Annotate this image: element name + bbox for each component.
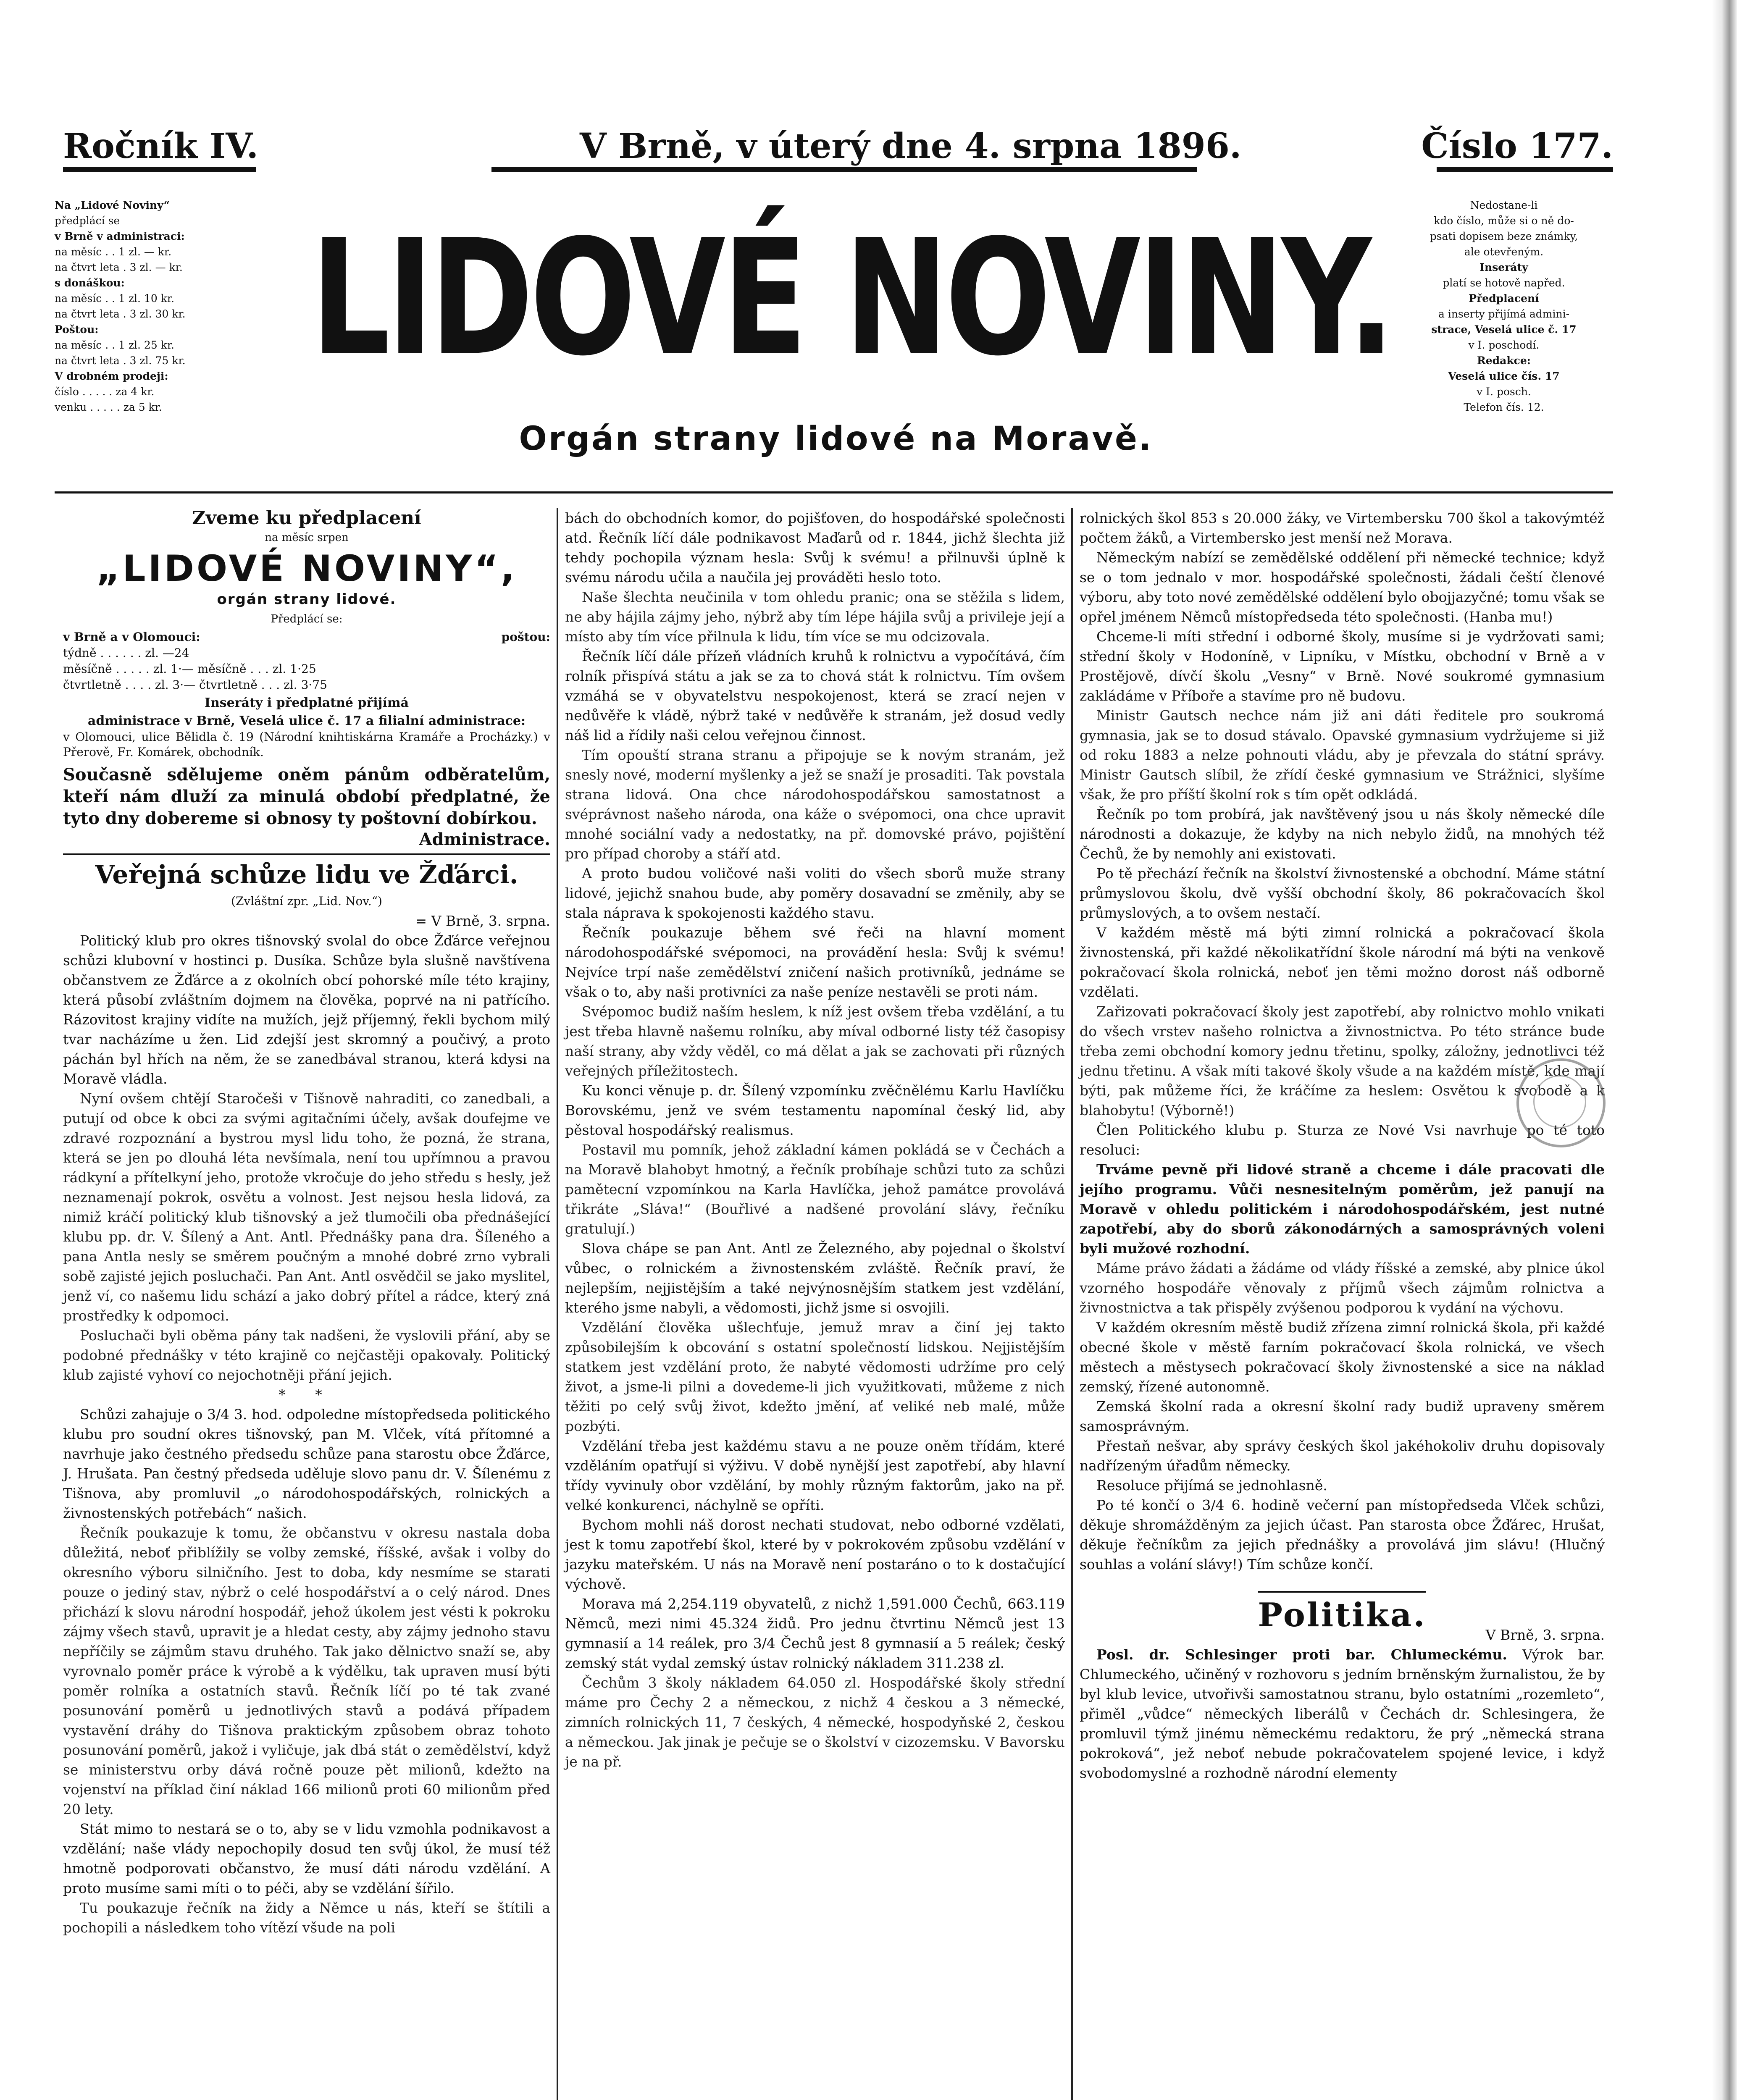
notice-line: Veselá ulice čís. 17 [1448,370,1560,382]
article-paragraph: Čechům 3 školy nákladem 64.050 zl. Hospodářské školy střední máme pro Čechy 2 a německou, z nichž 4 českou a 3 německé, zimních rolnických 11, 7 českých, 4 německé, hospodyňské 2, českou a německou. Jak jinak je pečuje se o školství v cizozemsku. V Bavorsku je na př. [565,1675,1065,1770]
article-paragraph: Ministr Gautsch nechce nám již ani dáti ředitele pro soukromá gymnasia, jak se to dosud stávalo. Opavské gymnasium vydržujeme si již od roku 1883 a nelze pohnouti vládu, aby je převzala do státní správy. Ministr Gautsch slíbil, že zřídí české gymnasium ve Strážnici, slyšíme však, že pro příští školní rok s tím opět odkládá. [1080,707,1605,803]
price-line: Na „Lidové Noviny“ [55,199,170,211]
publisher-notice [1395,197,1613,415]
article-paragraph: Bychom mohli náš dorost nechati studovat, nebo odborné vzdělati, jest k tomu zapotřebí škol, které by v pokrokovém způsobu vzdělání v jazyku mateřském. U nás na Moravě není postaráno o to k dostačující výchově. [565,1517,1065,1592]
article-paragraph: rolnických škol 853 s 20.000 žáky, ve Virtembersku 700 škol a takovýmtéž počtem žáků, a Virtembersko jest menší než Morava. [1080,510,1605,546]
column-1: Zveme ku předplacení na měsíc srpen „LIDOVÉ NOVINY“, orgán strany lidové. Předplácí se: v Brně a v Olomouci: poštou: týdně . . . . . . zl. —24 měsíčně . . . . . zl. 1·— měsíčně . . . zl. 1·25 čtvrtletně . . . . zl. 3·— čtvrtletně . . . zl. 3·75 Inseráty i předplatné přijímá administrace v Brně, Veselá ulice č. 17 a filialní administrace: v Olomouci, ulice Bělidla č. 19 (Národní knihtiskárna Kramáře a Procházky.) v Přerově, Fr. Komárek, obchodník. Současně sdělujeme oněm pánům odběratelům, kteří nám dluží za minulá období předplatné, že tyto dny dobereme si obnosy ty poštovní dobírkou. Administrace. Veřejná schůze lidu ve Žďárci. (Zvláštní zpr. „Lid. Nov.“) = V Brně, 3. srpna. Politický klub pro okres tišnovský svolal do obce Žďárce veřejnou schůzi klubovní v hostinci p. Dusíka. Schůze byla slušně navštívena občanstvem ze Žďárce a z okolních obcí pohorské míle této krajiny, která působí zvláštním dojmem na člověka, poprvé na ni patřícího. Rázovitost krajiny vidíte na mužích, jejž příjemný, řekli bychom milý tvar nacházíme u žen. Lid zdejší jest skromný a poučivý, a proto páchán byl hřích na něm, že se zanedbával stranou, která kdysi na Moravě vládla. Nyní ovšem chtějí Staročeši v Tišnově nahraditi, co zanedbali, a putují od obce k obci za svými agitačními účely, avšak doufejme ve zdravé rozpoznání a bystrou mysl lidu toho, že pozná, že strana, která se jen po dlouhá léta nevšímala, není tou upřímnou a pravou rádkyní a přítelkyní jeho, protože vkročuje do jeho středu s hesly, jež neznamenají pokrok, osvětu a volnost. Jest nejsou hesla lidová, za nimiž kráčí politický klub tišnovský a jež tlumočili oba přednášející klubu pp. dr. V. Šílený a Ant. Antl. Přednášky pana dra. Šíleného a pana Antla nesly se směrem poučným a mnohé dobré zrno vybrali sobě zajisté jejich posluchači. Pan Ant. Antl osvědčil se jako myslitel, jenž ví, co našemu lidu schází a jako dobrý přítel a rádce, který zná prostředky k odpomoci. Posluchači byli oběma pány tak nadšeni, že vyslovili přání, aby se podobné přednášky v této krajině co nejčastěji opakovaly. Politický klub zajisté vyhoví co nejochotněji přání jejich. * * Schůzi zahajuje o 3/4 3. hod. odpoledne místopředseda politického klubu pro soudní okres tišnovský, pan M. Vlček, vítá přítomné a navrhuje jako čestného předsedu schůze pana starostu obce Žďárce, J. Hrušata. Pan čestný předseda uděluje slovo panu dr. V. Šílenému z Tišnova, aby promluvil „o národohospodářských, rolnických a živnostenských potřebách“ našich. Řečník poukazuje k tomu, že občanstvu v okresu nastala doba důležitá, neboť přiblížily se volby zemské, říšské, avšak i volby do okresního výboru silničního. Jest to doba, kdy nesmíme se starati pouze o jediný stav, nýbrž o celé hospodářství a o celý národ. Dnes přichází k slovu národní hospodář, jehož úkolem jest vésti k pokroku zájmy všech stavů, upravit je a hledat cesty, aby zájmy jednoho stavu nepříčily se zájmům stavu druhého. Tak jako dělnictvo snaží se, aby vyrovnalo poměr práce k výrobě a k výdělku, tak upraven musí býti poměr rolníka a ostatních stavů. Řečník líčí po té tak zvané posunování poměrů u jednotlivých stavů a podává případem vystavění dráhy do Tišnova praktickým způsobem obraz tohoto posunování poměrů, jakož i vyličuje, jak dbá stát o zemědělství, když se ministerstvu orby dává ročně pouze pět milionů, kdežto na vojenství na příklad činí náklad 166 milionů proti 60 milionům před 20 lety. Stát mimo to nestará se o to, aby se v lidu vzmohla podnikavost a vzdělání; naše vlády nepochopily dosud ten svůj úkol, že musí též hmotně podporovati občanstvo, že musí dáti národu vzdělání. A proto musíme sami míti o to péči, aby se vzdělání šířilo. Tu poukazuje řečník na židy a Němce u nás, kteří se štítili a pochopili a následkem toho vítězí všude na poli [63,508,550,1937]
article-paragraph: Postavil mu pomník, jehož základní kámen pokládá se v Čechách a na Moravě blahobyt hmotný, a řečník probíhaje schůzi tuto za schůzi pamětecní vzpomínkou na Karla Havlíčka, jehož památce provolává třikráte „Sláva!“ (Bouřlivé a nadšené provolání slávy, řečníku gratulují.) [565,1142,1065,1237]
article-paragraph: Po tě přechází řečník na školství živnostenské a obchodní. Máme státní průmyslovou školu, dvě vyšší obchodní školy, 86 pokračovacích škol průmyslových, a to ovšem nestačí. [1080,865,1605,921]
notice-line: Redakce: [1477,354,1531,367]
article-paragraph: Politický klub pro okres tišnovský svolal do obce Žďárce veřejnou schůzi klubovní v hostinci p. Dusíka. Schůze byla slušně navštívena občanstvem ze Žďárce a z okolních obcí pohorské míle této krajiny, která působí zvláštním dojmem na člověka, poprvé na ni patřícího. Rázovitost krajiny vidíte na mužích, jejž příjemný, řekli bychom milý tvar nacházíme u žen. Lid zdejší jest skromný a poučivý, a proto páchán byl hřích na něm, že se zanedbával stranou, která kdysi na Moravě vládla. [63,932,550,1087]
article-paragraph: Vzdělání člověka ušlechťuje, jemuž mrav a činí jej takto způsobilejším k obcování s ostatní společností lidskou. Nejjistějším statkem jest vzdělání proto, že nabyté vědomosti udržíme pro celý život, a jsme-li pilni a dovedeme-li jich využitkovati, můžeme z nich těžiti po celý svůj život, kdežto jmění, ať veliké neb malé, může pozbýti. [565,1319,1065,1434]
notice-line: platí se hotově napřed. [1443,277,1565,289]
admin-line: administrace v Brně, Veselá ulice č. 17 a filialní administrace: [87,714,526,728]
subscribe-title: Zveme ku předplacení [192,507,421,529]
header-rule [63,167,256,172]
article-paragraph: Řečník po tom probírá, jak navštěvený jsou u nás školy německé díle národnosti a dokazuje, že kdyby na nich nebylo židů, na mnohých též Čechů, že by nemohly ani existovati. [1080,806,1605,862]
rate-row: čtvrtletně . . . . zl. 3·— čtvrtletně . . . zl. 3·75 [63,678,327,692]
price-line: na čtvrt leta . 3 zl. 75 kr. [55,354,186,367]
article-paragraph: Po té končí o 3/4 6. hodině večerní pan místopředseda Vlček schůzi, děkuje shromážděným za jejich účast. Pan starosta obce Žďárec, Hrušat, děkuje řečníkům za jejich přednášky a provolává jim slávu! (Hlučný souhlas a volání slávy!) Tím schůze končí. [1080,1497,1605,1572]
article-paragraph: Naše šlechta neučinila v tom ohledu pranic; ona se stěžila s lidem, ne aby hájila zájmy jeho, nýbrž aby tím lépe hájila svůj a privileje její a místo aby tím více přilnula k lidu, tím více se mu odcizovala. [565,589,1065,645]
article-paragraph: Řečník poukazuje během své řeči na hlavní moment národohospodářské svépomoci, na provádění hesla: Svůj k svému! Nejvíce trpí naše zemědělství zničení našich protivníků, jednáme se však o to, aby naši protivníci za naše peníze nestavěli se proti nám. [565,924,1065,1000]
article-dateline: = V Brně, 3. srpna. [415,913,550,929]
debt-notice: Současně sdělujeme oněm pánům odběratelům, kteří nám dluží za minulá období předplatné, že tyto dny dobereme si obnosy ty poštovní dobírkou. [63,765,550,828]
rates-table [63,629,550,693]
header-rule [1437,167,1613,172]
notice-line: strace, Veselá ulice č. 17 [1431,323,1577,336]
article-paragraph: Máme právo žádati a žádáme od vlády říšské a zemské, aby plnice úkol vzorného hospodáře věnovaly z příjmů všech zájmům rolnictva a živnostnictva a tak přispěly zvýšenou podporou k vydání na výchovu. [1080,1260,1605,1316]
article-paragraph: Německým nabízí se zemědělské oddělení při německé technice; když se o tom jednalo v mor. hospodářské společnosti, žádali čeští členové výboru, aby toto nové zemědělské oddělení bylo obojjazyčné; tomu však se opřel jménem Němců místopředseda této společnosti. (Hanba mu!) [1080,549,1605,625]
article-source: (Zvláštní zpr. „Lid. Nov.“) [231,894,382,908]
article-paragraph: Schůzi zahajuje o 3/4 3. hod. odpoledne místopředseda politického klubu pro soudní okres tišnovský, pan M. Vlček, vítá přítomné a navrhuje jako čestného předsedu schůze pana starostu obce Žďárce, J. Hrušata. Pan čestný předseda uděluje slovo panu dr. V. Šílenému z Tišnova, aby promluvil „o národohospodářských, rolnických a živnostenských potřebách“ našich. [63,1406,550,1521]
article-paragraph: Přestaň nešvar, aby správy českých škol jakéhokoliv druhu dopisovaly nadřízeným úřadům německy. [1080,1438,1605,1474]
inserts-line: Inseráty i předplatné přijímá [204,696,409,710]
article-paragraph: Trváme pevně při lidové straně a chceme i dále pracovati dle jejího programu. Vůči nesnesitelným poměrům, jež panují na Moravě v ohledu politickém i národohospodářském, jest nutné zapotřebí, aby do sborů zákonodárných a samosprávných voleni byli mužové rozhodní. [1080,1161,1605,1257]
price-line: na měsíc . . 1 zl. — kr. [55,246,172,258]
price-line: venku . . . . . za 5 kr. [55,401,162,413]
column-3 [1080,508,1605,1783]
article-paragraph: Řečník líčí dále přízeň vládních kruhů k rolnictvu a vypočítává, čím rolník přispívá státu a jak se za to chová stát k rolnictvu. Tím ovšem vzmáhá se v obyvatelstvu nespokojenost, která se zrací nejen v nedůvěře k vládě, nýbrž také v nedůvěře k stranám, jež dosud vedly náš lid a řídily naši celou veřejnou činnost. [565,648,1065,743]
article-paragraph: Posluchači byli oběma pány tak nadšeni, že vyslovili přání, aby se podobné přednášky v této krajině co nejčastěji opakovaly. Politický klub zajisté vyhoví co nejochotněji přání jejich. [63,1327,550,1383]
rate-row: měsíčně . . . . . zl. 1·— měsíčně . . . zl. 1·25 [63,662,316,676]
article-paragraph: Stát mimo to nestará se o to, aby se v lidu vzmohla podnikavost a vzdělání; naše vlády nepochopily dosud ten svůj úkol, že musí též hmotně podporovati občanstvo, že musí dáti národu vzdělání. A proto musíme sami míti o to péči, aby se vzdělání šířilo. [63,1821,550,1896]
price-line: číslo . . . . . za 4 kr. [55,386,155,398]
article-paragraph: Tu poukazuje řečník na židy a Němce u nás, kteří se štítili a pochopili a následkem toho vítězí všude na poli [63,1900,550,1936]
article-paragraph: A proto budou voličové naši voliti do všech sborů muže strany lidové, jejichž snahou bude, aby poměry dosavadní se změnily, aby se stala náprava k spokojenosti každého stavu. [565,865,1065,921]
notice-signature: Administrace. [419,830,550,849]
article-paragraph: Chceme-li míti střední i odborné školy, musíme si je vydržovati sami; střední školy v Hodoníně, v Lipníku, v Místku, obchodní v Brně a v Prostějově, dívčí školu „Vesny“ v Brně. Nové soukromé gymnasium zakládáme v Příboře a stavíme pro ně budovu. [1080,628,1605,704]
article-paragraph: Zemská školní rada a okresní školní rady budiž upraveny směrem samosprávným. [1080,1398,1605,1434]
article-paragraph: Slova chápe se pan Ant. Antl ze Železného, aby pojednal o školství vůbec, o rolnickém a živnostenském zvláště. Řečník praví, že nejlepším, nejjistějším a také nejvýnosnějším statkem jest vzdělání, kterého jsme nabyli, a vědomosti, jichž jsme si osvojili. [565,1240,1065,1316]
notice-line: kdo číslo, může si o ně do- [1434,215,1574,227]
notice-line: psati dopisem beze známky, [1430,230,1578,242]
header-rule [491,167,1197,172]
branches-line: v Olomouci, ulice Bělidla č. 19 (Národní knihtiskárna Kramáře a Procházky.) v Přerově, Fr. Komárek, obchodník. [63,730,550,759]
article-paragraph: Tím opouští strana stranu a připojuje se k novým stranám, jež snesly nové, moderní myšlenky a jež se snaží je prosaditi. Tak povstala strana lidová. Ona chce národohospodářskou samostatnost a svéprávnost našeho národa, ona káže o svépomoci, ona chce upravit mnohé sociální vady a nedostatky, na př. domovské právo, pojištění pro případ choroby a stáří atd. [565,747,1065,862]
article-paragraph: Morava má 2,254.119 obyvatelů, z nichž 1,591.000 Čechů, 663.119 Němců, mezi nimi 45.324 židů. Pro jednu čtvrtinu Němců jest 13 gymnasií a 14 reálek, pro 3/4 Čechů jest 8 gymnasií a 5 reálek; český zemský stát vydal zemský ústav rolnický nákladem 311.238 zl. [565,1596,1065,1671]
rate-row: týdně . . . . . . zl. —24 [63,646,189,660]
organ-line: orgán strany lidové. [217,591,397,608]
issue-number: Číslo 177. [1421,126,1613,166]
newspaper-title: LIDOVÉ NOVINY. [311,205,1392,391]
rates-header-post: poštou: [501,630,550,644]
prepay-label: Předplácí se: [271,613,343,625]
section-article-title: Posl. dr. Schlesinger proti bar. Chlumeckému. [1096,1646,1507,1663]
article-paragraph: bách do obchodních komor, do pojišťoven, do hospodářské společnosti atd. Řečník líčí dále podnikavost Maďarů od r. 1844, jichž šlechta již tehdy pochopila význam hesla: Svůj k svému! a přilnuvši úplně k svému národu učila a naučila jej prováděti heslo toto. [565,510,1065,585]
column-rule [1071,508,1073,2100]
notice-line: v I. poschodí. [1468,339,1540,351]
article-paragraph: Ku konci věnuje p. dr. Šílený vzpomínku zvěčnělému Karlu Havlíčku Borovskému, jenž ve svém testamentu napomínal český lid, aby pěstoval hospodářský realismus. [565,1082,1065,1138]
volume-label: Ročník IV. [63,126,259,166]
article-paragraph: Zařizovati pokračovací školy jest zapotřebí, aby rolnictvo mohlo vnikati do všech vrstev našeho rolnictva a živnostnictva. Po této stránce bude třeba zemi obchodní komory jednu třetinu, spolky, záložny, jednotlivci též jednu třetinu. A však míti takové školy všude a na každém místě, kde mají býti, pak můžeme říci, že kráčíme za heslem: Osvětou k svobodě a k blahobytu! (Výborně!) [1080,1003,1605,1118]
price-line: v Brně v administraci: [55,230,185,242]
article-paragraph: Resoluce přijímá se jednohlasně. [1096,1477,1327,1494]
column-rule [557,508,558,2100]
section-article-text: Výrok bar. Chlumeckého, učiněný v rozhovoru s jedním brněnským žurnalistou, že by byl klub levice, utvořivši samostatnou stranu, bylo ostatními „rozemleto“, přiměl „vůdce“ německých liberálů v Čechách dr. Schlesingera, že promluvil týmž jinému německému redaktoru, že prý „německá strana pokroková“, jež neboť nebude pokračovatelem spojené levice, i když svobodomyslné a rozhodně národní elementy [1080,1646,1605,1781]
section-title-politika: Politika. [1258,1596,1427,1634]
price-line: na měsíc . . 1 zl. 10 kr. [55,292,174,304]
column-2 [565,508,1065,1772]
subscribe-subtitle: na měsíc srpen [265,531,349,544]
library-stamp-inner [1533,1075,1586,1128]
price-line: V drobném prodeji: [55,370,168,382]
price-line: na čtvrt leta . 3 zl. 30 kr. [55,308,186,320]
article-title: Veřejná schůze lidu ve Žďárci. [95,860,518,890]
notice-line: Předplacení [1469,292,1539,304]
newspaper-subtitle: Orgán strany lidové na Moravě. [519,420,1153,458]
subscription-prices [55,197,281,415]
price-line: na čtvrt leta . 3 zl. — kr. [55,261,183,273]
article-paragraph: V každém okresním městě budiž zřízena zimní rolnická škola, při každé obecné škole v městě farním pokračovací škola rolnická, ve všech městech a městysech pokračovací školy živnostenské a sice na náklad zemský, řízené autonomně. [1080,1319,1605,1395]
rates-header-brno: v Brně a v Olomouci: [63,630,200,644]
price-line: na měsíc . . 1 zl. 25 kr. [55,339,174,351]
masthead-rule [55,491,1613,494]
notice-line: v I. posch. [1477,386,1531,398]
article-paragraph: Vzdělání třeba jest každému stavu a ne pouze oněm třídám, které vzděláním opatřují si výživu. V době nynější jest zapotřebí, aby hlavní třídy vyvinuly obor vzdělání, by mohly různým faktorům, jako na př. velké konkurenci, náchylně se opříti. [565,1438,1065,1513]
article-paragraph: Člen Politického klubu p. Sturza ze Nové Vsi navrhuje po té toto resoluci: [1080,1122,1605,1158]
header-line [63,126,1613,168]
notice-line: Telefon čís. 12. [1464,401,1544,413]
rates-header [63,629,550,645]
notice-line: ale otevřeným. [1464,246,1544,258]
price-line: Poštou: [55,323,99,336]
price-line: předplácí se [55,215,120,227]
article-paragraph: Řečník poukazuje k tomu, že občanstvu v okresu nastala doba důležitá, neboť přiblížily se volby zemské, říšské, avšak i volby do okresního výboru silničního. Jest to doba, kdy nesmíme se starati pouze o jediný stav, nýbrž o celé hospodářství a o celý národ. Dnes přichází k slovu národní hospodář, jehož úkolem jest vésti k pokroku zájmy všech stavů, upravit je a hledat cesty, aby zájmy jednoho stavu nepříčily se zájmům stavu druhého. Tak jako dělnictvo snaží se, aby vyrovnalo poměr práce k výrobě a k výdělku, tak upraven musí býti poměr rolníka a ostatních stavů. Řečník líčí po té tak zvané posunování poměrů u jednotlivých stavů a podává případem vystavění dráhy do Tišnova praktickým způsobem obraz tohoto posunování poměrů, jakož i vyličuje, jak dbá stát o zemědělství, když se ministerstvu orby dává ročně pouze pět milionů, kdežto na vojenství na příklad činí náklad 166 milionů proti 60 milionům před 20 lety. [63,1525,550,1817]
page-edge [1712,0,1737,2100]
notice-line: a inserty přijímá admini- [1438,308,1570,320]
article-paragraph: Nyní ovšem chtějí Staročeši v Tišnově nahraditi, co zanedbali, a putují od obce k obci za svými agitačními účely, avšak doufejme ve zdravé rozpoznání a bystrou mysl lidu toho, že pozná, že strana, která se jen po dlouhá léta nevšímala, není tou upřímnou a pravou rádkyní a přítelkyní jeho, protože vkročuje do jeho středu s hesly, jež neznamenají pokrok, osvětu a volnost. Jest nejsou hesla lidová, za nimiž kráčí politický klub tišnovský a jež tlumočili oba přednášející klubu pp. dr. V. Šílený a Ant. Antl. Přednášky pana dra. Šíleného a pana Antla nesly se směrem poučným a mnohé dobré zrno vybrali sobě zajisté jejich posluchači. Pan Ant. Antl osvědčil se jako myslitel, jenž ví, co našemu lidu schází a jako dobrý přítel a rádce, který zná prostředky k odpomoci. [63,1090,550,1324]
article-paragraph: Svépomoc budiž naším heslem, k níž jest ovšem třeba vzdělání, a tu jest třeba hlavně našemu rolníku, aby míval odborné listy též časopisy naší strany, aby vždy věděl, co má dělat a jak se zachovati při různých veřejných příležitostech. [565,1003,1065,1079]
notice-line: Nedostane-li [1470,199,1538,211]
article-paragraph: V každém městě má býti zimní rolnická a pokračovací škola živnostenská, při každé několikatřídní škole národní má býti na venkově pokračovací škola rolnická, neboť jen těmi možno dorost náš odborně vzdělati. [1080,924,1605,1000]
paper-name: „LIDOVÉ NOVINY“, [96,548,517,590]
notice-line: Inseráty [1479,261,1528,273]
issue-date: V Brně, v úterý dne 4. srpna 1896. [580,126,1242,166]
masthead [311,193,1445,458]
price-line: s donáškou: [55,277,125,289]
section-dateline: V Brně, 3. srpna. [1485,1627,1605,1643]
